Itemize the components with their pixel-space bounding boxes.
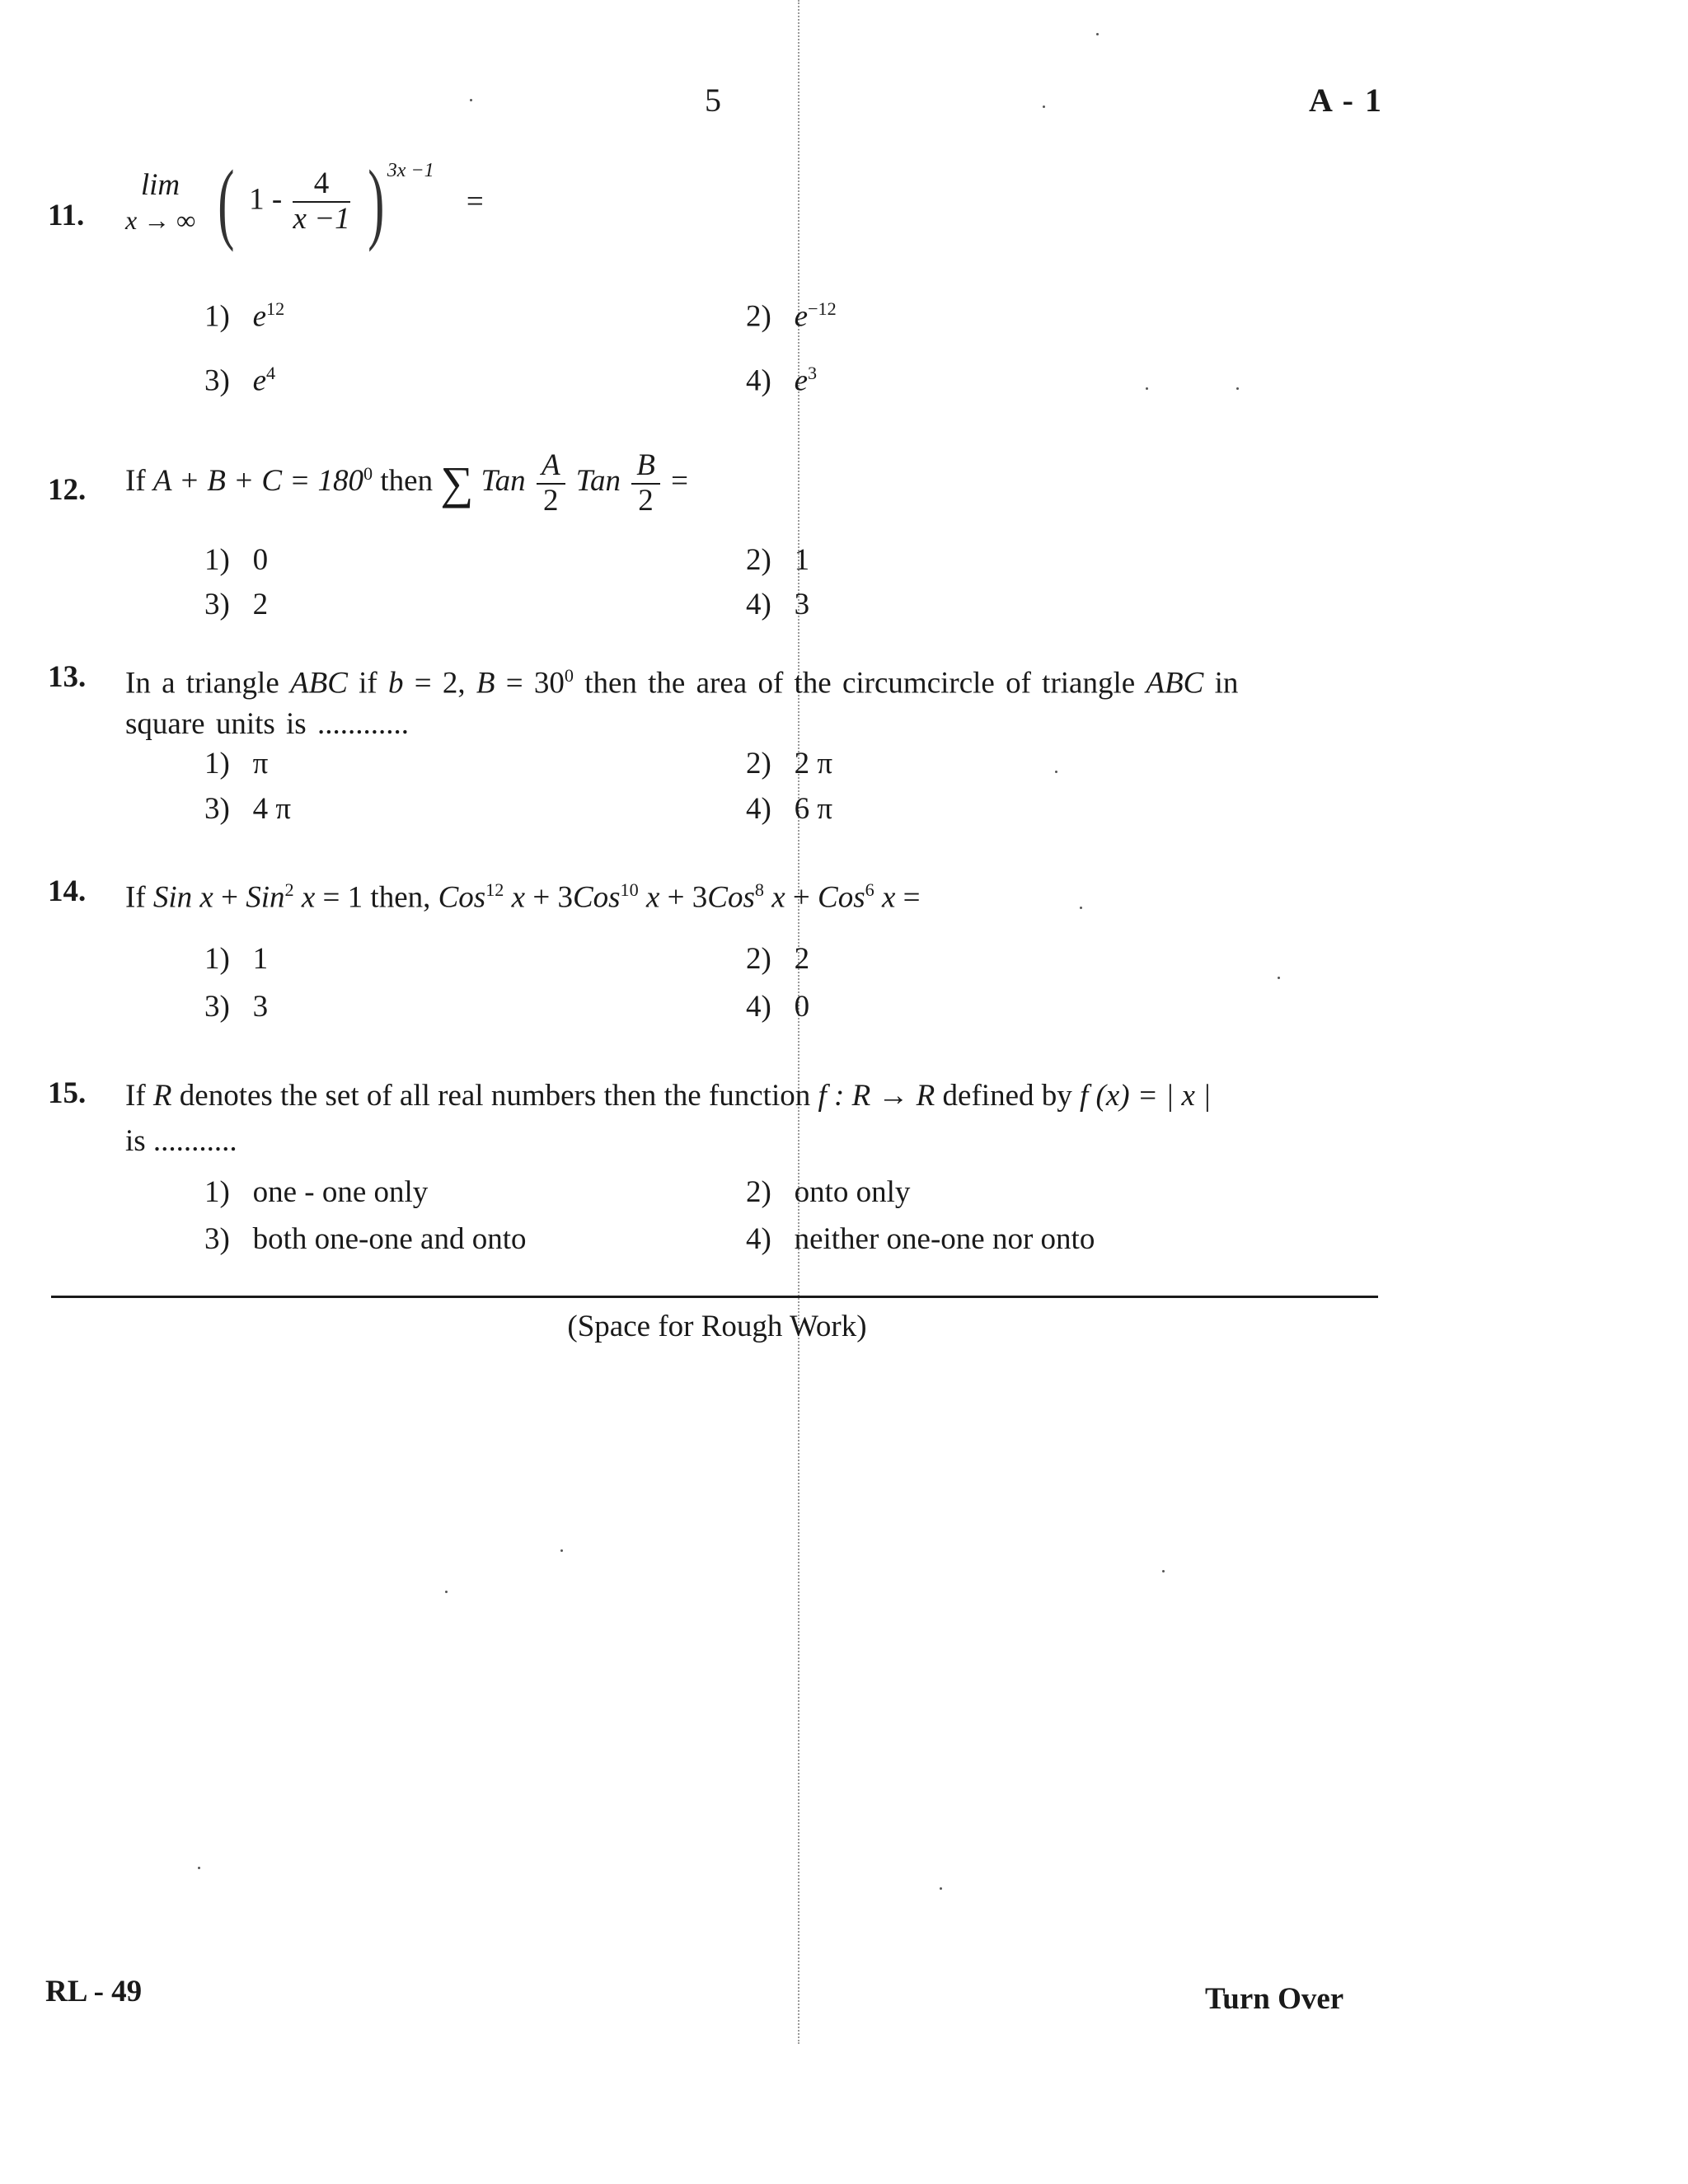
scan-speck xyxy=(560,1549,563,1552)
q13-text-c: = 2, xyxy=(414,666,466,701)
question-number-14: 14. xyxy=(48,874,87,908)
option-label: 1) xyxy=(204,1175,230,1209)
q13-abc-2: ABC xyxy=(1146,666,1204,701)
q15-function-def: f (x) = | x | xyxy=(1080,1079,1212,1113)
q12-then: then xyxy=(380,464,434,499)
q13-B-var: B xyxy=(476,666,495,701)
q14-sin-1: Sin x xyxy=(152,880,213,915)
scan-speck xyxy=(940,1887,942,1890)
option-label: 2) xyxy=(746,299,771,334)
q14-plus-3: + 3 xyxy=(667,880,708,915)
q12-if: If xyxy=(125,464,146,499)
q15-function-map: f : R → R xyxy=(818,1079,935,1113)
q12-condition: A + B + C = 180 xyxy=(152,464,364,499)
fraction-denominator: x −1 xyxy=(293,202,350,236)
left-paren: ( xyxy=(218,152,235,252)
fraction xyxy=(293,167,349,236)
option-label: 4) xyxy=(746,990,771,1024)
option-13-1 xyxy=(204,746,268,781)
option-13-2 xyxy=(746,746,832,781)
q12-degree: 0 xyxy=(363,462,373,484)
turn-over-label: Turn Over xyxy=(1205,1982,1344,2016)
scan-speck xyxy=(445,1591,448,1593)
q14-x-3: x xyxy=(771,880,785,915)
option-12-3 xyxy=(204,587,268,622)
right-paren: ) xyxy=(368,152,385,252)
option-sup: 4 xyxy=(266,363,276,383)
option-sup: −12 xyxy=(808,298,837,319)
option-text: 1 xyxy=(252,942,269,976)
option-text: onto only xyxy=(794,1175,911,1209)
option-12-2 xyxy=(746,542,809,578)
q13-text-d: = 30 xyxy=(505,666,565,701)
q15-R: R xyxy=(152,1079,172,1113)
rough-work-label: (Space for Rough Work) xyxy=(567,1310,867,1343)
q14-if: If xyxy=(125,880,146,915)
fraction-numerator: B xyxy=(631,449,660,485)
limit-subscript: x → ∞ xyxy=(125,205,196,235)
q14-equals: = xyxy=(903,880,921,915)
q13-degree: 0 xyxy=(564,665,574,686)
option-text: 3 xyxy=(794,588,810,621)
option-label: 3) xyxy=(204,588,230,621)
q14-plus-4: + xyxy=(792,880,810,915)
fraction-denominator: 2 xyxy=(542,483,559,518)
q14-plus-1: + xyxy=(221,880,238,915)
question-number-11: 11. xyxy=(48,199,85,232)
option-label: 1) xyxy=(204,747,230,780)
q12-fraction-1 xyxy=(537,449,565,518)
option-label: 4) xyxy=(746,363,771,398)
exponent: 3x −1 xyxy=(387,160,434,181)
limit-word: lim xyxy=(140,168,181,202)
option-14-4 xyxy=(746,989,809,1024)
option-text: e xyxy=(252,299,267,334)
q14-cos-3: Cos xyxy=(707,880,755,915)
option-text: e xyxy=(252,363,267,398)
base-one: 1 - xyxy=(249,182,283,217)
limit-operator xyxy=(125,167,195,237)
set-code: A - 1 xyxy=(1309,82,1383,119)
option-11-3 xyxy=(204,363,275,398)
scan-speck xyxy=(1146,387,1148,390)
option-14-3 xyxy=(204,989,268,1024)
q14-plus-2: + 3 xyxy=(532,880,573,915)
sigma-symbol: ∑ xyxy=(440,457,474,509)
option-label: 4) xyxy=(746,792,771,826)
option-label: 2) xyxy=(746,942,771,976)
q12-fraction-2 xyxy=(631,449,660,518)
option-11-1 xyxy=(204,298,284,334)
option-text: 2 π xyxy=(794,747,833,780)
option-text: e xyxy=(794,299,809,334)
q14-sin-2-sup: 2 xyxy=(284,879,294,900)
q14-sin-2-x: x xyxy=(301,880,316,915)
question-number-12: 12. xyxy=(48,473,87,507)
question-14-text xyxy=(125,869,1378,918)
q13-text-e: then the area of the circumcircle of triangle xyxy=(584,666,1136,701)
q12-tan-2: Tan xyxy=(575,464,621,499)
question-number-13: 13. xyxy=(48,660,87,694)
q14-x-1: x xyxy=(511,880,526,915)
q13-text-b: if xyxy=(359,666,377,701)
q15-mid: denotes the set of all real numbers then the function xyxy=(179,1079,811,1113)
option-14-2 xyxy=(746,941,809,977)
scan-speck xyxy=(1080,907,1082,909)
option-label: 1) xyxy=(204,543,230,577)
q15-if: If xyxy=(125,1079,146,1113)
q13-line-2: square units is ............ xyxy=(125,707,409,742)
option-label: 1) xyxy=(204,299,230,334)
option-text: π xyxy=(252,747,269,780)
q14-cos-1-sup: 12 xyxy=(485,879,504,900)
option-text: 4 π xyxy=(252,792,292,826)
option-text: 1 xyxy=(794,543,810,577)
q14-cos-4-sup: 6 xyxy=(865,879,874,900)
fraction-denominator: 2 xyxy=(638,483,654,518)
scan-speck xyxy=(1162,1570,1165,1572)
q12-tan-1: Tan xyxy=(481,464,526,499)
q13-text-a: In a triangle xyxy=(125,666,279,701)
option-label: 2) xyxy=(746,543,771,577)
option-11-2 xyxy=(746,298,837,334)
option-text: both one-one and onto xyxy=(252,1222,527,1256)
question-number-15: 15. xyxy=(48,1076,87,1110)
option-label: 3) xyxy=(204,792,230,826)
scan-speck xyxy=(470,99,472,101)
fraction-numerator: 4 xyxy=(293,167,349,203)
equals-sign: = xyxy=(466,185,484,218)
q14-cos-1: Cos xyxy=(438,880,486,915)
option-sup: 12 xyxy=(266,298,285,319)
option-text: e xyxy=(794,363,809,398)
option-label: 2) xyxy=(746,747,771,780)
option-text: one - one only xyxy=(252,1175,429,1209)
scan-speck xyxy=(1096,33,1099,35)
option-text: 2 xyxy=(252,588,269,621)
option-15-3 xyxy=(204,1221,526,1257)
q15-line-2: is ........... xyxy=(125,1124,237,1158)
option-label: 3) xyxy=(204,1222,230,1256)
option-15-1 xyxy=(204,1174,428,1210)
q14-cos-3-sup: 8 xyxy=(754,879,764,900)
option-15-4 xyxy=(746,1221,1095,1257)
q12-equals: = xyxy=(671,464,688,499)
scan-speck xyxy=(198,1867,200,1869)
option-text: 0 xyxy=(794,990,810,1024)
question-11-text xyxy=(125,152,1378,252)
q14-cos-2: Cos xyxy=(572,880,621,915)
option-text: 6 π xyxy=(794,792,833,826)
question-12-text xyxy=(125,449,1378,518)
q14-cos-2-sup: 10 xyxy=(620,879,639,900)
scan-speck xyxy=(1055,771,1057,773)
option-text: 3 xyxy=(252,990,269,1024)
q15-defined: defined by xyxy=(942,1079,1072,1113)
page-number: 5 xyxy=(705,82,721,119)
option-text: neither one-one nor onto xyxy=(794,1222,1095,1256)
option-15-2 xyxy=(746,1174,910,1210)
scan-speck xyxy=(1043,105,1045,108)
option-12-4 xyxy=(746,587,809,622)
question-13-text xyxy=(125,655,1378,745)
option-label: 4) xyxy=(746,1222,771,1256)
q13-text-f: in xyxy=(1214,666,1239,701)
option-label: 2) xyxy=(746,1175,771,1209)
q14-x-2: x xyxy=(645,880,660,915)
option-sup: 3 xyxy=(808,363,818,383)
option-label: 3) xyxy=(204,363,230,398)
q14-x-4: x xyxy=(881,880,896,915)
question-15-text xyxy=(125,1073,1378,1164)
section-divider xyxy=(51,1296,1378,1298)
option-12-1 xyxy=(204,542,268,578)
option-label: 3) xyxy=(204,990,230,1024)
option-label: 1) xyxy=(204,942,230,976)
option-11-4 xyxy=(746,363,817,398)
option-text: 0 xyxy=(252,543,269,577)
q13-abc: ABC xyxy=(290,666,348,701)
option-text: 2 xyxy=(794,942,810,976)
q14-sin-2: Sin xyxy=(246,880,285,915)
option-13-3 xyxy=(204,791,291,827)
option-label: 4) xyxy=(746,588,771,621)
option-13-4 xyxy=(746,791,832,827)
fraction-numerator: A xyxy=(537,449,565,485)
q13-b-var: b xyxy=(388,666,404,701)
q14-cos-4: Cos xyxy=(818,880,865,915)
scan-speck xyxy=(1278,977,1280,979)
option-14-1 xyxy=(204,941,268,977)
q14-eq-1: = 1 then, xyxy=(322,880,431,915)
scan-speck xyxy=(1236,387,1239,390)
paper-code: RL - 49 xyxy=(45,1975,143,2008)
